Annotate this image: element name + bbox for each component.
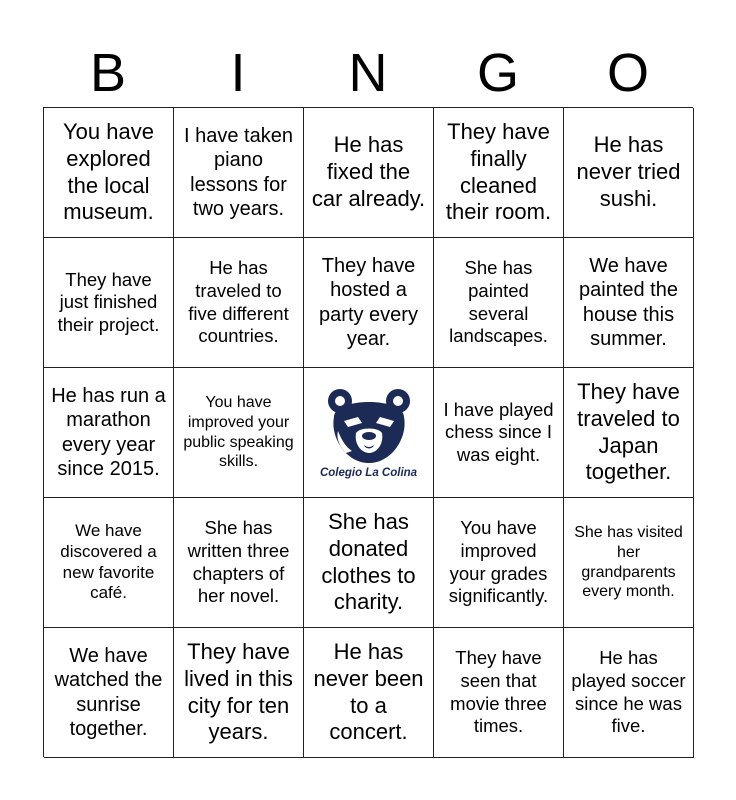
free-space-logo [304, 368, 434, 498]
cell-text: I have played chess since I was eight. [443, 398, 554, 465]
cell-text: He has never tried sushi. [576, 132, 681, 211]
bingo-cell[interactable] [434, 238, 564, 368]
cell-text: You have explored the local museum. [63, 118, 154, 225]
header-letter-g: G [476, 43, 519, 103]
bingo-cell[interactable] [174, 368, 304, 498]
header-letter-i: I [230, 43, 246, 103]
cell-text: She has donated clothes to charity. [321, 508, 416, 615]
bingo-cell[interactable] [434, 368, 564, 498]
cell-text: She has painted several landscapes. [449, 257, 548, 347]
bingo-cell[interactable] [564, 238, 694, 368]
cell-text: We have discovered a new favorite café. [60, 521, 157, 603]
bingo-cell[interactable] [564, 498, 694, 628]
cell-text: He has run a marathon every year since 2015. [51, 384, 166, 480]
bingo-cell[interactable] [174, 498, 304, 628]
logo-caption: Colegio La Colina [319, 466, 418, 479]
cell-text: They have finally cleaned their room. [445, 118, 552, 225]
bingo-cell[interactable] [44, 368, 174, 498]
bingo-card [43, 107, 693, 757]
bingo-cell[interactable] [304, 628, 434, 758]
cell-text: You have improved your grades significantly. [448, 517, 549, 607]
cell-text: He has never been to a concert. [313, 638, 424, 745]
bingo-cell[interactable] [434, 108, 564, 238]
bingo-cell[interactable] [174, 108, 304, 238]
cell-text: We have painted the house this summer. [579, 254, 678, 350]
cell-text: He has traveled to five different countries. [188, 257, 289, 347]
bingo-cell[interactable] [44, 628, 174, 758]
bingo-cell[interactable] [44, 238, 174, 368]
bingo-header [43, 40, 693, 106]
cell-text: She has written three chapters of her novel. [187, 517, 290, 607]
bingo-cell[interactable] [44, 108, 174, 238]
header-letter-o: O [606, 43, 649, 103]
header-letter-n: N [348, 43, 388, 103]
bingo-cell[interactable] [174, 238, 304, 368]
bingo-cell[interactable] [564, 628, 694, 758]
cell-text: He has fixed the car already. [311, 132, 426, 211]
cell-text: They have hosted a party every year. [319, 254, 418, 350]
cell-text: They have lived in this city for ten years. [184, 638, 293, 745]
cell-text: He has played soccer since he was five. [571, 647, 686, 737]
cell-text: They have seen that movie three times. [450, 647, 547, 737]
bingo-cell[interactable] [304, 238, 434, 368]
header-letter-b: B [89, 43, 127, 103]
bingo-cell[interactable] [304, 498, 434, 628]
bear-logo-icon [326, 387, 412, 465]
bingo-cell[interactable] [434, 628, 564, 758]
bingo-cell[interactable] [434, 498, 564, 628]
bingo-cell[interactable] [564, 108, 694, 238]
cell-text: They have traveled to Japan together. [577, 378, 680, 485]
cell-text: I have taken piano lessons for two years. [184, 124, 293, 220]
cell-text: We have watched the sunrise together. [54, 644, 163, 740]
bingo-cell[interactable] [174, 628, 304, 758]
cell-text: She has visited her grandparents every month. [574, 524, 683, 601]
cell-text: They have just finished their project. [57, 268, 160, 335]
bingo-cell[interactable] [564, 368, 694, 498]
bingo-cell[interactable] [44, 498, 174, 628]
bingo-cell[interactable] [304, 108, 434, 238]
cell-text: You have improved your public speaking skills. [183, 394, 294, 471]
